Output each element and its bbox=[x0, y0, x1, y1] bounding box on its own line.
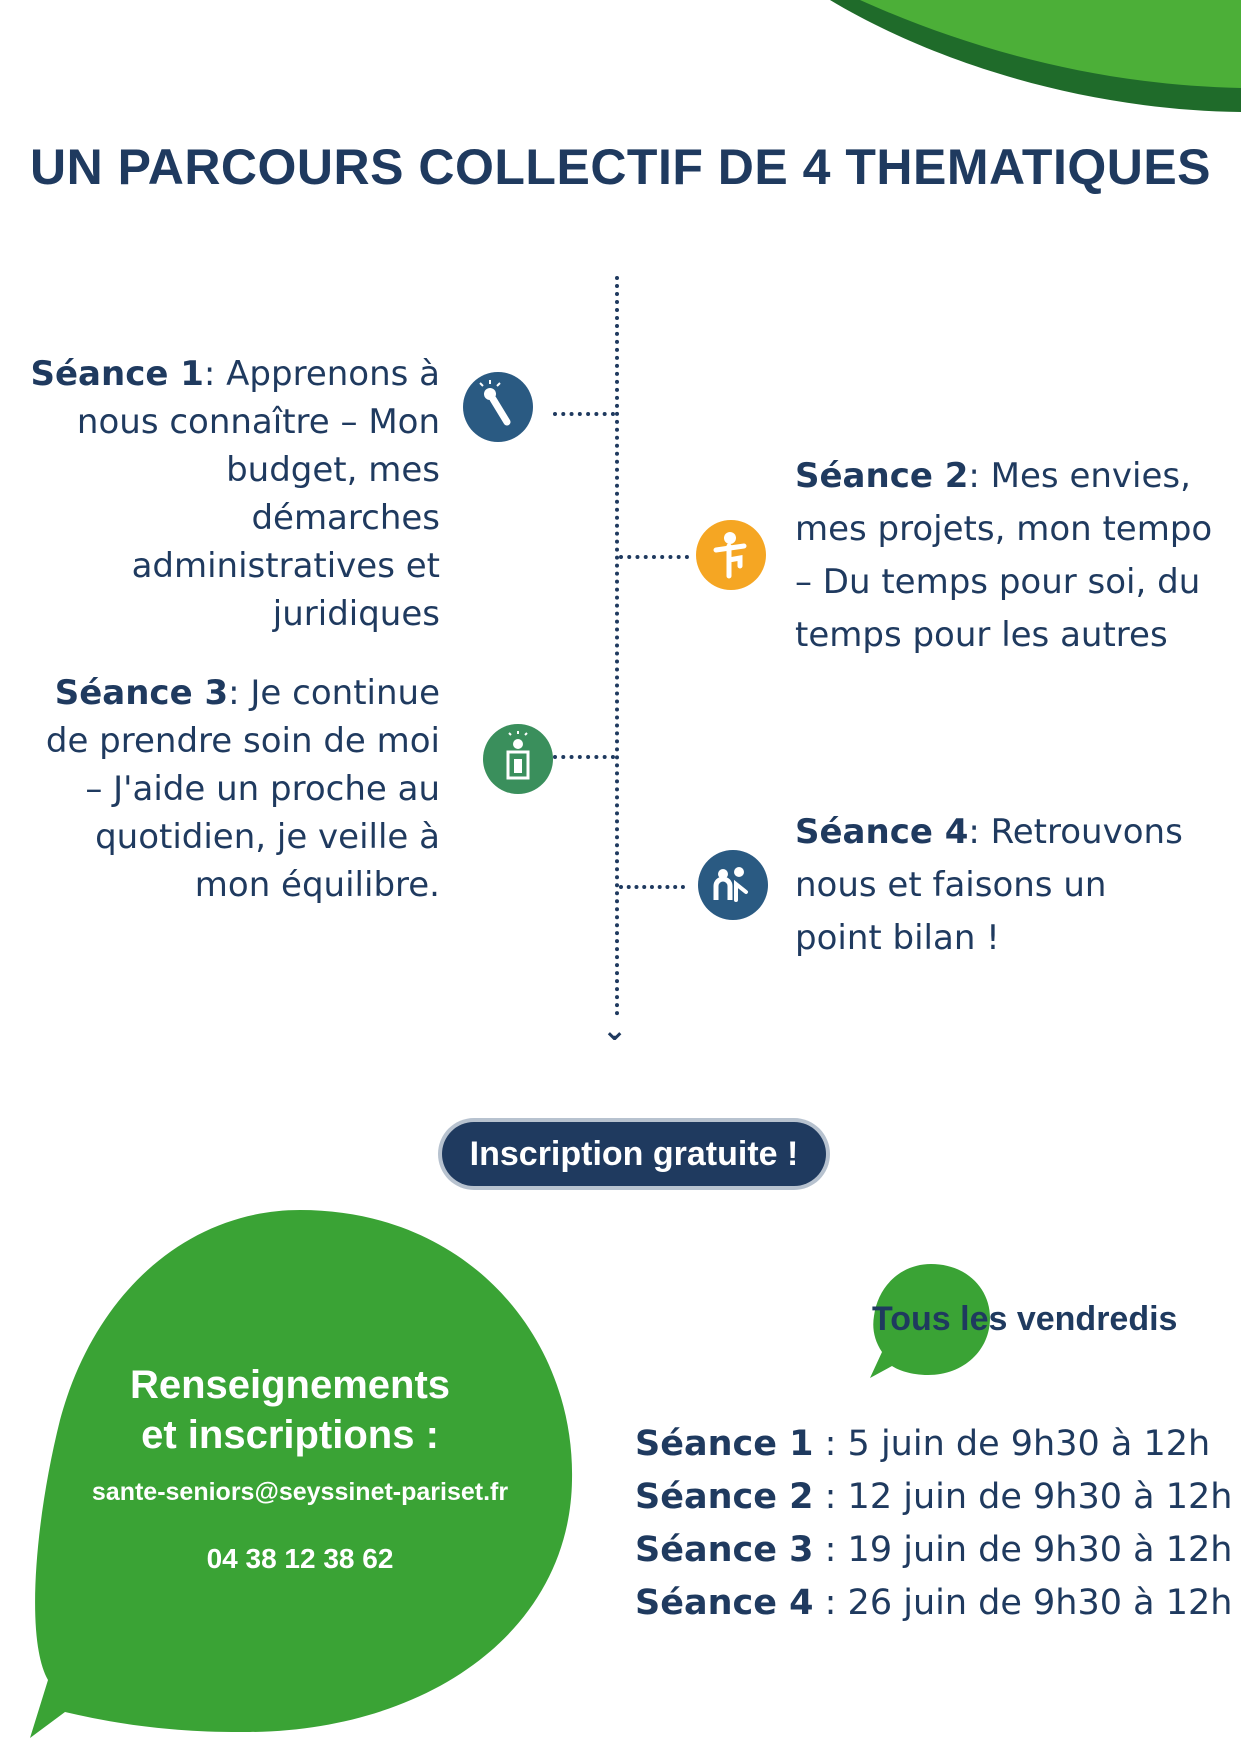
connector-seance-4 bbox=[619, 885, 685, 889]
contact-phone[interactable]: 04 38 12 38 62 bbox=[206, 1543, 394, 1574]
connector-seance-1 bbox=[553, 412, 615, 416]
free-registration-badge: Inscription gratuite ! bbox=[442, 1122, 826, 1186]
connector-seance-2 bbox=[619, 555, 689, 559]
seance-3-description: Séance 3: Je continue de prendre soin de moi – J'aide un proche au quotidien, je veille à mon équilibre. bbox=[45, 673, 440, 905]
seance-1-description: Séance 1: Apprenons à nous connaître – Mon budget, mes démarches administratives et juridiques bbox=[30, 354, 440, 634]
seance-4-description: Séance 4: Retrouvons nous et faisons un point bilan ! bbox=[795, 812, 1183, 958]
page-title: UN PARCOURS COLLECTIF DE 4 THEMATIQUES bbox=[29, 139, 1212, 195]
header-wave-decoration bbox=[0, 0, 1241, 130]
timeline-line bbox=[615, 276, 619, 1016]
schedule-item: Séance 1 : 5 juin de 9h30 à 12h bbox=[635, 1424, 1211, 1464]
seance-2-description: Séance 2: Mes envies, mes projets, mon tempo – Du temps pour soi, du temps pour les autres bbox=[795, 456, 1213, 655]
chevron-down-icon: ⌄ bbox=[602, 1014, 628, 1047]
schedule-list bbox=[635, 1418, 1232, 1630]
contact-speech-bubble bbox=[0, 1180, 590, 1755]
person-podium-icon bbox=[483, 724, 553, 794]
people-meeting-icon bbox=[698, 850, 768, 920]
microphone-icon bbox=[463, 372, 533, 442]
contact-email[interactable]: sante-seniors@seyssinet-pariset.fr bbox=[91, 1478, 509, 1506]
person-balance-icon bbox=[696, 520, 766, 590]
connector-seance-3 bbox=[553, 755, 615, 759]
schedule-item: Séance 2 : 12 juin de 9h30 à 12h bbox=[635, 1477, 1233, 1517]
schedule-heading: Tous les vendredis bbox=[872, 1300, 1178, 1338]
contact-title: Renseignements et inscriptions : bbox=[129, 1363, 451, 1457]
schedule-item: Séance 3 : 19 juin de 9h30 à 12h bbox=[635, 1530, 1233, 1570]
schedule-item: Séance 4 : 26 juin de 9h30 à 12h bbox=[635, 1583, 1233, 1623]
